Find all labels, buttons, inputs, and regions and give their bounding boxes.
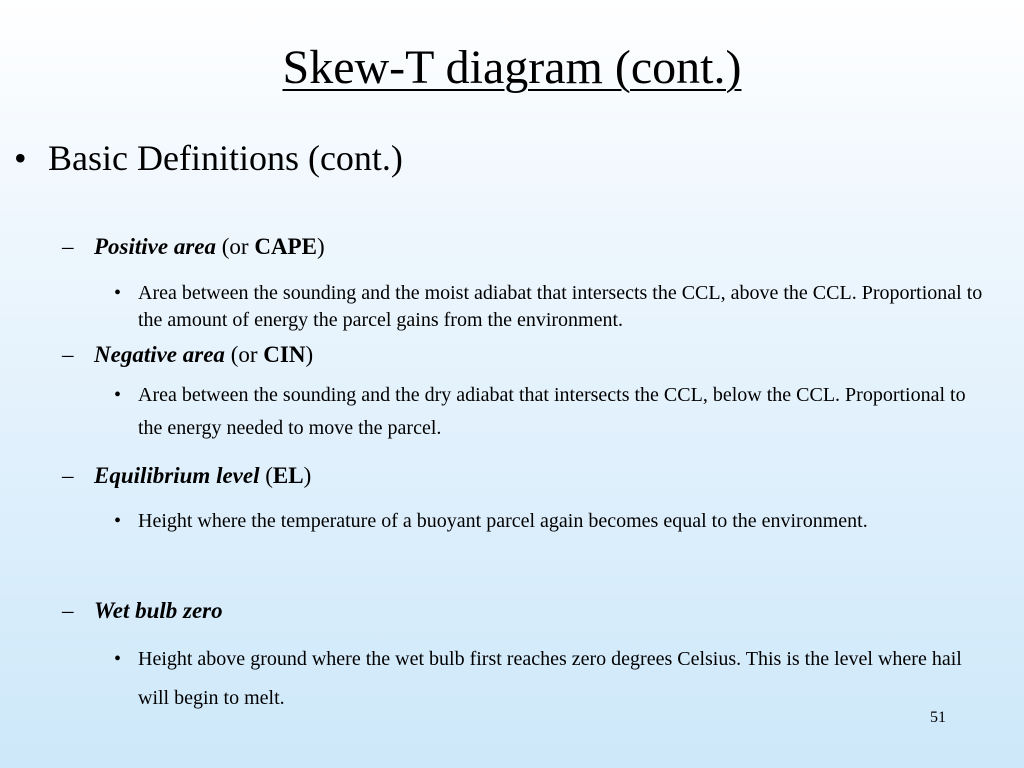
paren-close: ) — [303, 463, 312, 488]
detail-equilibrium-level-text: Height where the temperature of a buoyant parcel again becomes equal to the environment. — [138, 510, 868, 532]
main-bullet-text: Basic Definitions (cont.) — [48, 138, 403, 178]
detail-wet-bulb-zero — [114, 640, 994, 718]
abbr-el: EL — [272, 463, 304, 488]
detail-positive-area-text: Area between the sounding and the moist adiabat that intersects the CCL, above the CCL. Proportional to the amount of energy the parcel gains from the environment. — [138, 282, 983, 331]
detail-bullet-marker: • — [114, 384, 122, 406]
paren-open: ( — [259, 463, 273, 488]
definition-wet-bulb-zero — [62, 596, 223, 626]
abbr-cin: CIN — [263, 342, 306, 367]
detail-negative-area — [114, 379, 994, 445]
dash-marker: – — [62, 234, 74, 259]
dash-marker: – — [62, 463, 74, 488]
detail-bullet-marker: • — [114, 282, 122, 304]
dash-marker: – — [62, 598, 74, 623]
detail-bullet-marker: • — [114, 510, 122, 532]
detail-positive-area — [114, 280, 994, 334]
term-negative-area: Negative area — [94, 342, 225, 367]
paren-open: (or — [224, 342, 264, 367]
bullet-marker: • — [14, 138, 27, 178]
detail-equilibrium-level — [114, 500, 994, 542]
term-wet-bulb-zero: Wet bulb zero — [94, 598, 223, 623]
detail-bullet-marker: • — [114, 648, 122, 670]
main-bullet — [14, 136, 403, 180]
slide-title-text: Skew-T diagram (cont.) — [282, 41, 742, 94]
detail-negative-area-text: Area between the sounding and the dry adiabat that intersects the CCL, below the CCL. Proportional to the energy needed to move the parcel. — [138, 384, 966, 439]
slide-title — [0, 38, 1024, 98]
term-positive-area: Positive area — [94, 234, 216, 259]
definition-negative-area — [62, 340, 313, 370]
paren-close: ) — [316, 234, 325, 259]
page-number: 51 — [930, 709, 946, 726]
term-equilibrium-level: Equilibrium level — [94, 463, 260, 488]
definition-equilibrium-level — [62, 461, 311, 491]
definition-positive-area — [62, 232, 325, 262]
paren-close: ) — [305, 342, 314, 367]
detail-wet-bulb-zero-text: Height above ground where the wet bulb first reaches zero degrees Celsius. This is the level where hail will begin to melt. — [138, 648, 962, 709]
abbr-cape: CAPE — [254, 234, 317, 259]
dash-marker: – — [62, 342, 74, 367]
paren-open: (or — [216, 234, 255, 259]
